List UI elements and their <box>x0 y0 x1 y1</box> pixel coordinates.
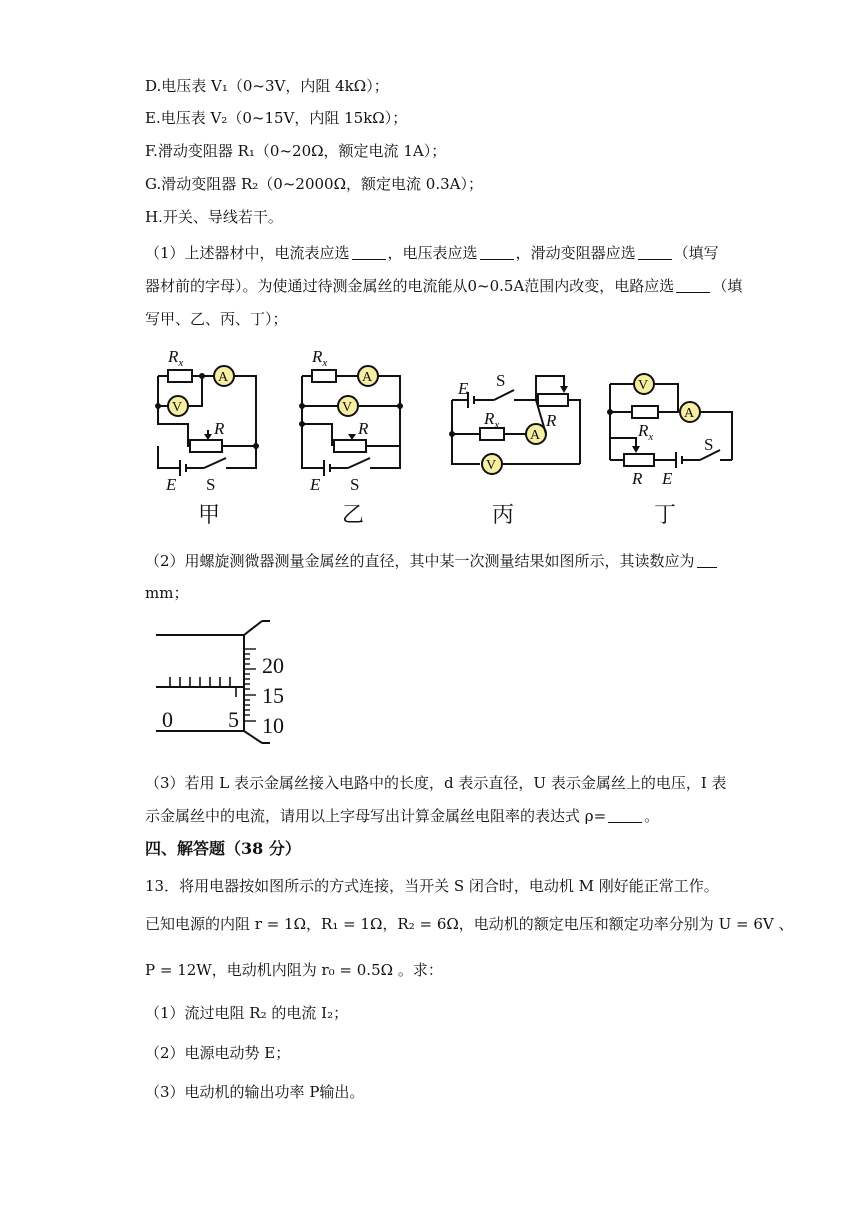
circuit-bing <box>450 376 580 474</box>
main-scale-label-5: 5 <box>228 707 239 732</box>
q13-sub3: （3）电动机的输出功率 P输出。 <box>145 1083 365 1101</box>
bing-ammeter-label: A <box>530 428 541 443</box>
q2-text: （2）用螺旋测微器测量金属丝的直径，其中某一次测量结果如图所示，其读数应为 <box>145 552 695 570</box>
ding-caption: 丁 <box>654 502 677 527</box>
q13-line2: 已知电源的内阻 r = 1Ω，R₁ = 1Ω，R₂ = 6Ω，电动机的额定电压和额定功率分别为 U = 6V 、 <box>145 915 794 933</box>
ding-rx-label: $R_x$ <box>638 421 654 443</box>
q13-sub2: （2）电源电动势 E； <box>145 1044 291 1062</box>
blank-resistivity[interactable] <box>608 808 642 823</box>
option-h: H.开关、导线若干。 <box>145 208 283 226</box>
bing-caption: 丙 <box>492 502 515 527</box>
q13-line3: P = 12W，电动机内阻为 r₀ = 0.5Ω 。求： <box>145 961 443 979</box>
ding-voltmeter-label: V <box>638 378 649 393</box>
q3-end: 。 <box>644 807 660 825</box>
yi-s-label: S <box>350 475 360 494</box>
blank-circuit[interactable] <box>676 278 710 293</box>
q1-line1 <box>145 243 719 263</box>
option-e: E.电压表 V₂（0~15V，内阻 15kΩ）； <box>145 109 408 127</box>
q1-line2 <box>145 276 742 296</box>
jia-ammeter-label: A <box>218 370 229 385</box>
jia-rx-label: $R_x$ <box>168 347 184 369</box>
jia-caption: 甲 <box>198 502 221 527</box>
q3-line2 <box>145 806 659 826</box>
q1-line2-end: （填 <box>712 277 743 295</box>
jia-r-label: R <box>214 419 225 438</box>
q2-line1 <box>145 551 720 571</box>
blank-ammeter[interactable] <box>352 245 386 260</box>
q1-text-b: ，电压表应选 <box>387 244 478 262</box>
yi-e-label: E <box>310 475 321 494</box>
jia-e-label: E <box>166 475 177 494</box>
jia-s-label: S <box>206 475 216 494</box>
q3-text: 示金属丝中的电流，请用以上字母写出计算金属丝电阻率的表达式 ρ= <box>145 807 607 825</box>
q1-text-d: （填写 <box>673 244 719 262</box>
circuit-yi <box>300 366 402 476</box>
micrometer-figure <box>150 615 310 745</box>
q1-line3: 写甲、乙、丙、丁）； <box>145 310 288 328</box>
thimble-label-20: 20 <box>262 653 284 678</box>
q3-line1: （3）若用 L 表示金属丝接入电路中的长度，d 表示直径，U 表示金属丝上的电压，I 表 <box>145 774 727 792</box>
blank-voltmeter[interactable] <box>480 245 514 260</box>
circuit-jia <box>156 366 258 476</box>
main-scale-label-0: 0 <box>162 707 173 732</box>
jia-voltmeter-label: V <box>172 400 183 415</box>
yi-ammeter-label: A <box>362 370 373 385</box>
yi-r-label: R <box>358 419 369 438</box>
bing-rx-label: $R_x$ <box>484 409 500 431</box>
bing-voltmeter-label: V <box>486 458 497 473</box>
yi-voltmeter-label: V <box>342 400 353 415</box>
blank-reading[interactable] <box>697 553 717 568</box>
option-d: D.电压表 V₁（0~3V，内阻 4kΩ）； <box>145 77 389 95</box>
ding-s-label: S <box>704 435 714 454</box>
ding-ammeter-label: A <box>684 406 695 421</box>
option-f: F.滑动变阻器 R₁（0~20Ω，额定电流 1A）； <box>145 142 447 160</box>
q2-line2: mm； <box>145 584 189 602</box>
q13-line1: 13．将用电器按如图所示的方式连接，当开关 S 闭合时，电动机 M 刚好能正常工作。 <box>145 877 719 895</box>
bing-r-label: R <box>546 411 557 430</box>
bing-e-label: E <box>458 379 469 398</box>
option-g: G.滑动变阻器 R₂（0~2000Ω，额定电流 0.3A）； <box>145 175 483 193</box>
yi-caption: 乙 <box>342 502 365 527</box>
bing-s-label: S <box>496 371 506 390</box>
thimble-label-15: 15 <box>262 683 284 708</box>
ding-e-label: E <box>662 469 673 488</box>
q1-text-a: （1）上述器材中，电流表应选 <box>145 244 350 262</box>
q1-line2-text: 器材前的字母）。为使通过待测金属丝的电流能从0~0.5A范围内改变，电路应选 <box>145 277 675 295</box>
q1-text-c: ，滑动变阻器应选 <box>515 244 636 262</box>
circuit-diagrams <box>140 338 740 538</box>
yi-rx-label: $R_x$ <box>312 347 328 369</box>
blank-rheostat[interactable] <box>638 245 672 260</box>
section-heading: 四、解答题（38 分） <box>145 839 301 858</box>
ding-r-label: R <box>632 469 643 488</box>
thimble-label-10: 10 <box>262 713 284 738</box>
q13-sub1: （1）流过电阻 R₂ 的电流 I₂； <box>145 1004 349 1022</box>
